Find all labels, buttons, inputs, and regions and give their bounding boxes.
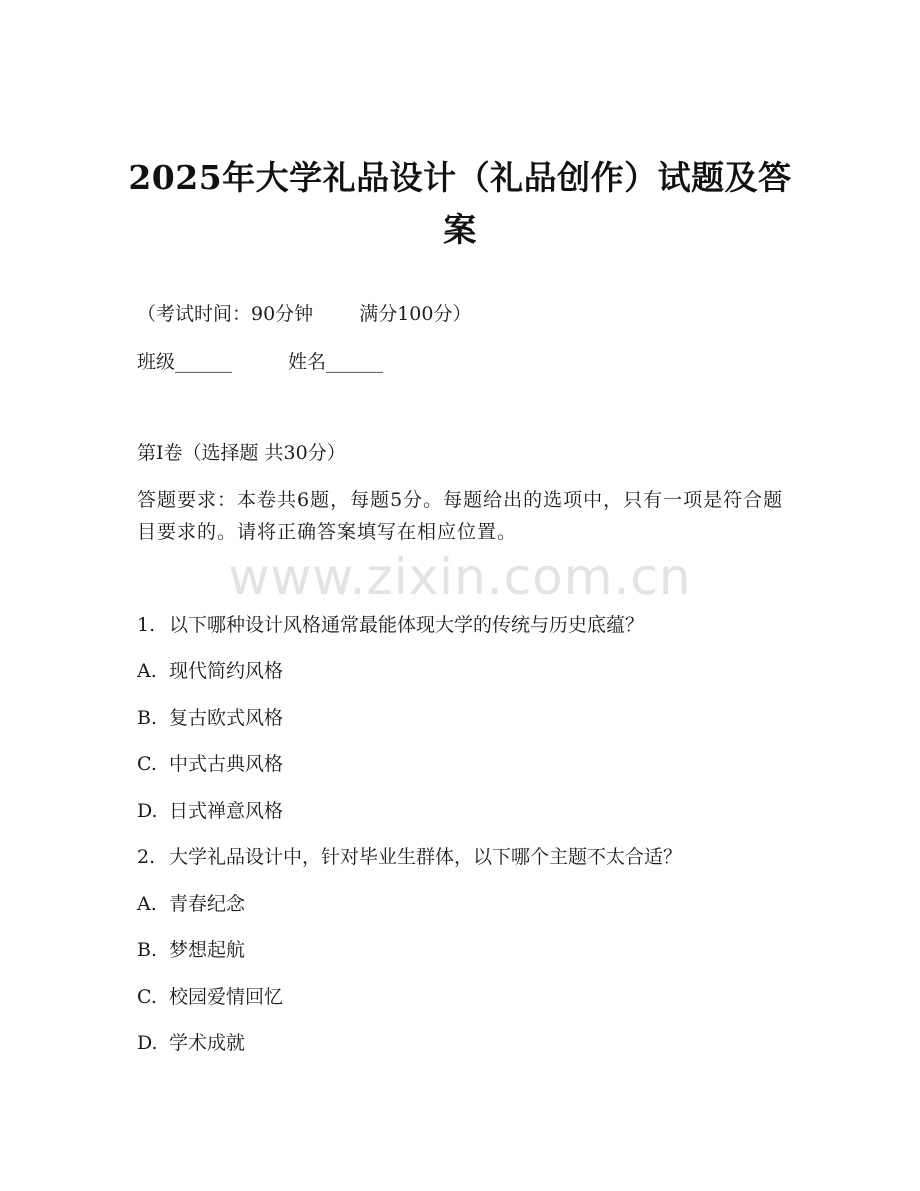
watermark: www.zixin.com.cn (228, 548, 692, 606)
question-number: 2. (137, 846, 156, 868)
option-text: 复古欧式风格 (169, 707, 284, 729)
class-field: 班级______ (137, 351, 233, 373)
question-1-option-b (137, 702, 283, 734)
question-text: 大学礼品设计中，针对毕业生群体，以下哪个主题不太合适？ (169, 846, 683, 868)
document-title (110, 152, 810, 256)
option-letter: D. (137, 800, 158, 822)
exam-info (137, 298, 471, 330)
question-1 (137, 609, 644, 641)
title-line-2: 案 (443, 210, 477, 249)
title-line-1: 2025年大学礼品设计（礼品创作）试题及答 (128, 158, 792, 197)
option-text: 现代简约风格 (169, 660, 284, 682)
option-letter: D. (137, 1032, 158, 1054)
option-text: 校园爱情回忆 (169, 986, 284, 1008)
question-2 (137, 841, 682, 873)
option-letter: C. (137, 753, 157, 775)
option-letter: B. (137, 939, 158, 961)
question-number: 1. (137, 614, 156, 636)
exam-time: （考试时间：90分钟 (137, 303, 314, 325)
option-text: 梦想起航 (169, 939, 246, 961)
question-1-option-a (137, 655, 283, 687)
question-1-option-d (137, 795, 283, 827)
student-info (137, 346, 383, 378)
exam-score: 满分100分） (359, 303, 472, 325)
option-text: 中式古典风格 (169, 753, 284, 775)
section-title: 第I卷（选择题 共30分） (137, 442, 346, 464)
question-2-option-d (137, 1027, 245, 1059)
option-text: 日式禅意风格 (169, 800, 284, 822)
question-2-option-c (137, 981, 283, 1013)
question-2-option-b (137, 934, 245, 966)
option-text: 青春纪念 (169, 893, 246, 915)
option-letter: C. (137, 986, 157, 1008)
option-letter: B. (137, 707, 158, 729)
name-field: 姓名______ (288, 351, 384, 373)
option-text: 学术成就 (169, 1032, 246, 1054)
question-2-option-a (137, 888, 245, 920)
question-1-option-c (137, 748, 283, 780)
instructions: 答题要求：本卷共6题，每题5分。每题给出的选项中，只有一项是符合题目要求的。请将正确答案填写在相应位置。 (137, 489, 784, 543)
question-text: 以下哪种设计风格通常最能体现大学的传统与历史底蕴？ (169, 614, 645, 636)
option-letter: A. (137, 660, 157, 682)
option-letter: A. (137, 893, 157, 915)
